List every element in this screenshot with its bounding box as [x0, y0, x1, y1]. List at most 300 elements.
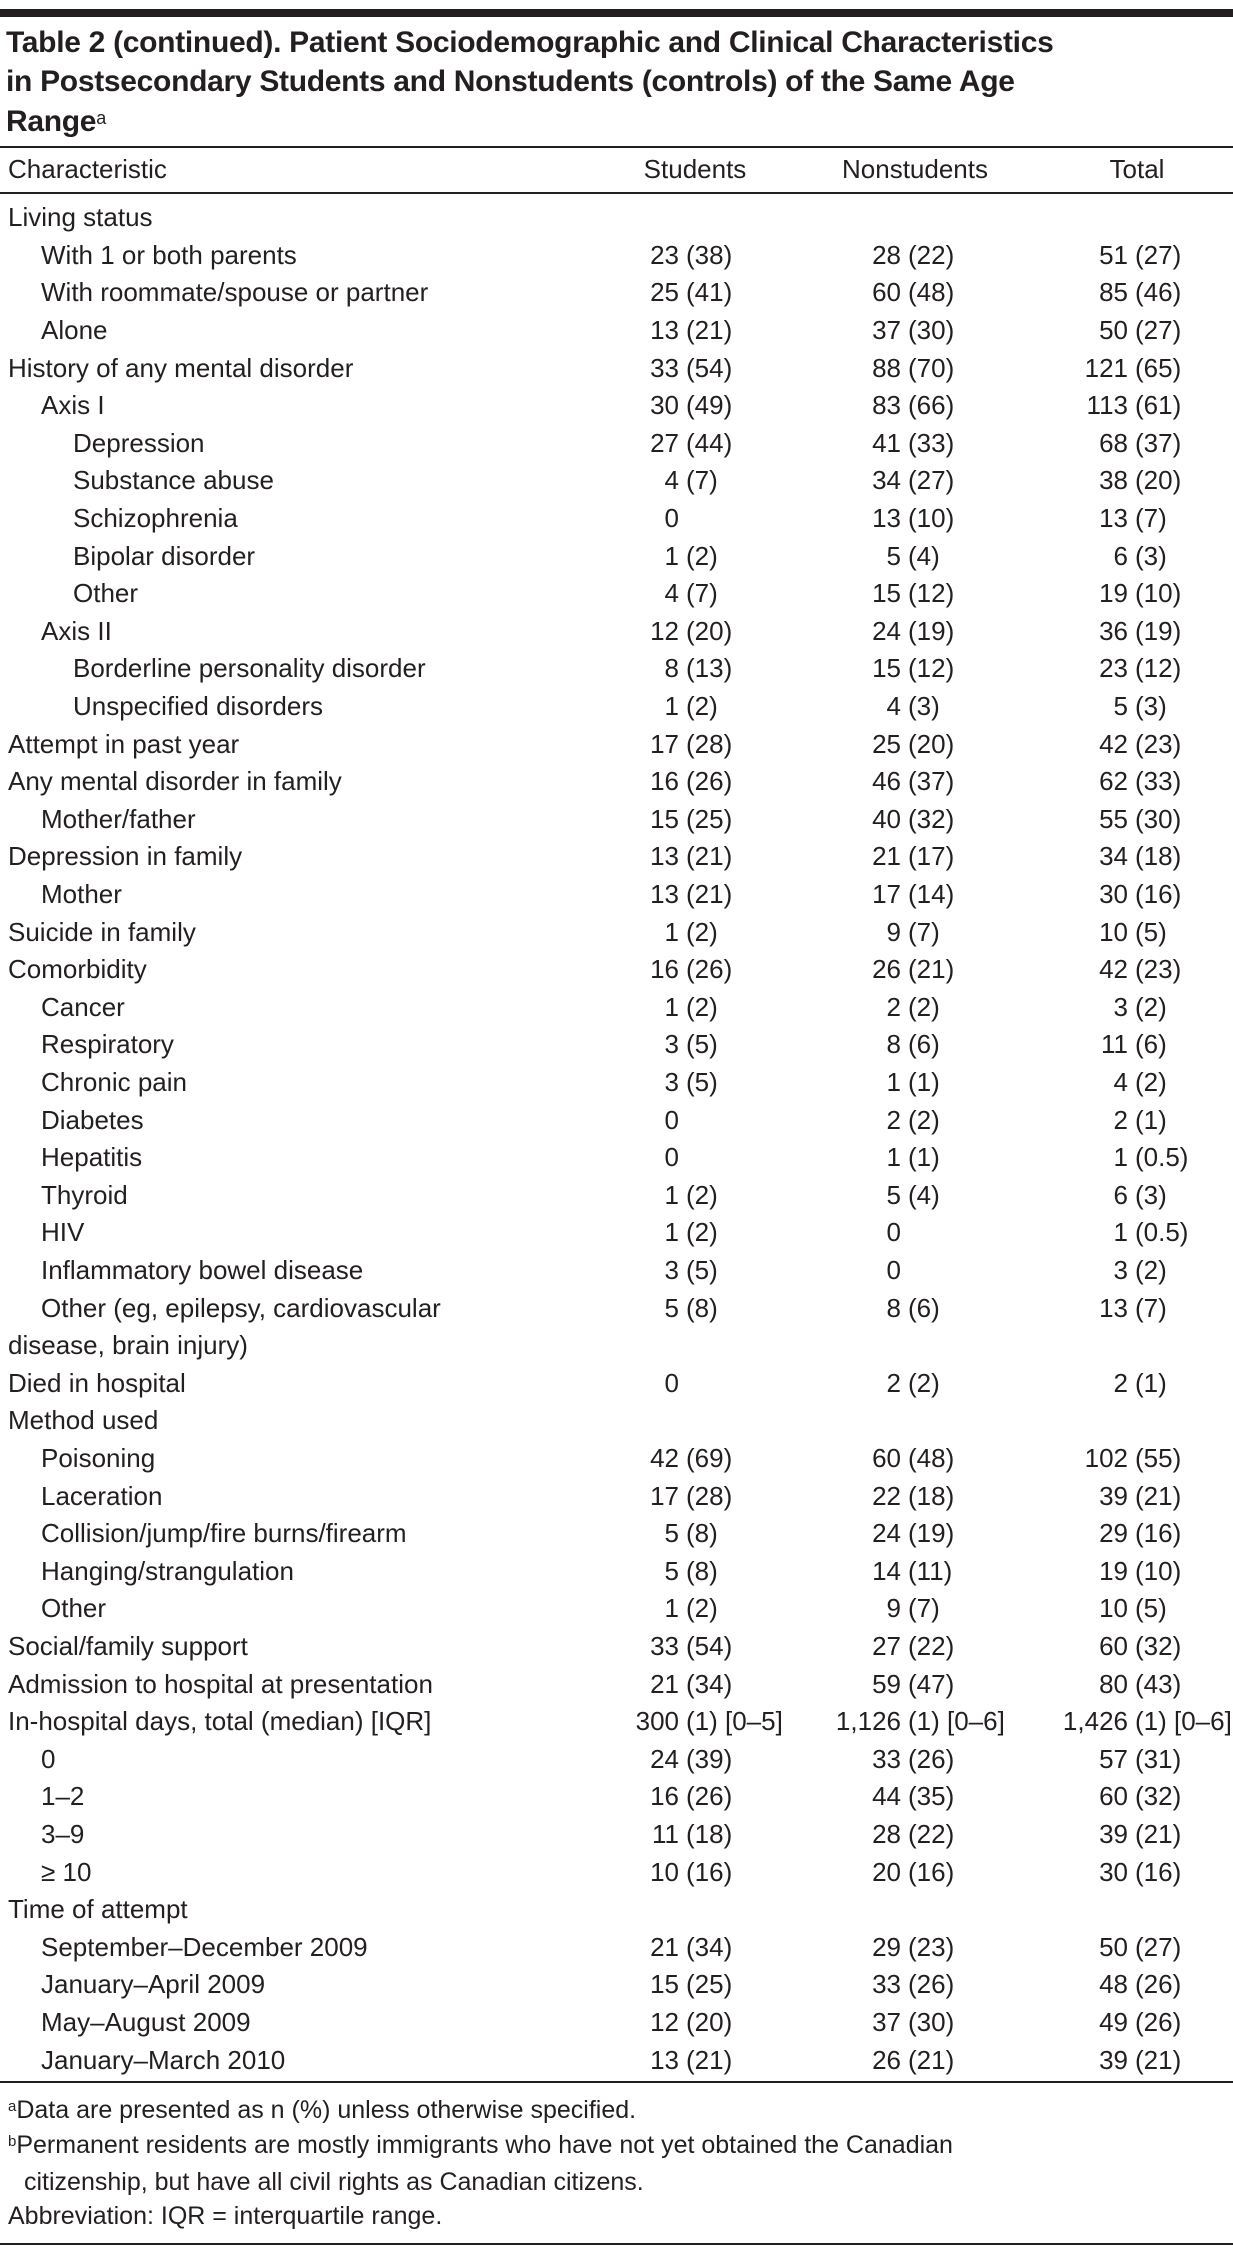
count: 4 — [1113, 1067, 1128, 1097]
percent: (19) — [908, 1518, 955, 1549]
row-label: Other — [73, 578, 139, 609]
percent: (1) — [908, 1142, 940, 1173]
table-row — [0, 1515, 1233, 1553]
row-label: Alone — [41, 315, 108, 345]
count: 85 — [1099, 277, 1128, 308]
count: 15 — [872, 653, 901, 684]
percent: (21) — [686, 315, 733, 345]
percent: (12) — [1135, 653, 1182, 684]
percent: (2) — [686, 1593, 718, 1624]
percent: (70) — [908, 352, 955, 383]
title-line-3 — [6, 102, 106, 142]
count: 2 — [886, 991, 901, 1022]
table-bottom-rule — [0, 2081, 1233, 2083]
table-row — [0, 801, 1233, 839]
percent: (2) — [686, 916, 718, 947]
table-row — [0, 1966, 1233, 2004]
count: 19 — [1099, 578, 1128, 609]
percent: (14) — [908, 879, 955, 909]
percent: (37) — [908, 766, 955, 797]
percent: (0.5) — [1135, 1142, 1189, 1173]
count: 36 — [1099, 615, 1128, 646]
table-row — [0, 1703, 1233, 1741]
percent: (26) — [1135, 2007, 1182, 2037]
percent: (33) — [908, 427, 955, 458]
table-row — [0, 1891, 1233, 1929]
table-row — [0, 763, 1233, 801]
row-label: Schizophrenia — [73, 503, 238, 533]
count: 48 — [1099, 1969, 1128, 2000]
count: 1 — [664, 1217, 679, 1248]
row-label: Axis I — [41, 390, 105, 421]
row-label: Living status — [8, 202, 153, 233]
count: 25 — [650, 277, 679, 308]
count: 22 — [872, 1480, 901, 1511]
count: 0 — [664, 503, 679, 533]
column-header-characteristic: Characteristic — [8, 154, 167, 184]
count: 37 — [872, 315, 901, 345]
count: 0 — [664, 1104, 679, 1135]
count: 27 — [872, 1631, 901, 1661]
count: 6 — [1113, 540, 1128, 571]
count: 10 — [1099, 916, 1128, 947]
count: 8 — [886, 1292, 901, 1323]
row-label: Bipolar disorder — [73, 540, 256, 571]
percent: (18) — [686, 1819, 733, 1849]
row-label: Other (eg, epilepsy, cardiovascular — [41, 1292, 441, 1323]
count: 4 — [664, 578, 679, 609]
percent: (2) — [686, 1217, 718, 1248]
percent: (10) — [1135, 578, 1182, 609]
count: 300 — [635, 1706, 679, 1737]
table-row — [0, 1102, 1233, 1140]
percent: (2) — [686, 991, 718, 1022]
count: 33 — [872, 1743, 901, 1774]
count: 16 — [650, 1781, 679, 1812]
row-label: January–March 2010 — [41, 2044, 286, 2075]
percent: (32) — [1135, 1631, 1182, 1661]
row-label: With roommate/spouse or partner — [41, 277, 429, 308]
count: 2 — [886, 1367, 901, 1398]
percent: (34) — [686, 1668, 733, 1699]
percent: (7) — [908, 1593, 940, 1624]
row-label: ≥ 10 — [41, 1856, 92, 1887]
percent: (21) — [686, 2044, 733, 2075]
count: 4 — [886, 691, 901, 721]
percent: (38) — [686, 239, 733, 270]
count: 34 — [1099, 841, 1128, 872]
row-label: 3–9 — [41, 1819, 85, 1849]
table-row — [0, 274, 1233, 312]
count: 62 — [1099, 766, 1128, 797]
count: 1 — [664, 540, 679, 571]
percent: (21) — [1135, 1480, 1182, 1511]
percent: (27) — [1135, 315, 1182, 345]
count: 83 — [872, 390, 901, 421]
row-label: Respiratory — [41, 1029, 174, 1060]
table-row — [0, 1778, 1233, 1816]
count: 5 — [886, 540, 901, 571]
table-row — [0, 1026, 1233, 1064]
count: 59 — [872, 1668, 901, 1699]
row-label: Other — [41, 1593, 107, 1624]
count: 11 — [652, 1819, 679, 1849]
count: 19 — [1099, 1555, 1128, 1586]
percent: (7) — [908, 916, 940, 947]
table-row — [0, 575, 1233, 613]
percent: (10) — [908, 503, 955, 533]
count: 33 — [650, 1631, 679, 1661]
table-row — [0, 1290, 1233, 1328]
percent: (30) — [1135, 803, 1182, 834]
row-label: Time of attempt — [8, 1894, 188, 1925]
table-row — [0, 1214, 1233, 1252]
count: 60 — [1099, 1781, 1128, 1812]
count: 21 — [650, 1668, 679, 1699]
table-row — [0, 838, 1233, 876]
count: 30 — [1099, 1856, 1128, 1887]
table-row — [0, 2004, 1233, 2042]
percent: (12) — [908, 653, 955, 684]
row-label: HIV — [41, 1217, 85, 1248]
percent: (7) — [686, 578, 718, 609]
count: 21 — [872, 841, 901, 872]
percent: (1) — [1135, 1367, 1167, 1398]
count: 34 — [872, 465, 901, 496]
percent: (5) — [1135, 916, 1167, 947]
count: 3 — [664, 1029, 679, 1060]
percent: (25) — [686, 1969, 733, 2000]
count: 57 — [1099, 1743, 1128, 1774]
row-label: May–August 2009 — [41, 2007, 251, 2037]
count: 29 — [872, 1931, 901, 1962]
count: 25 — [872, 728, 901, 759]
count: 38 — [1099, 465, 1128, 496]
table-row — [0, 1064, 1233, 1102]
percent: (21) — [1135, 1819, 1182, 1849]
count: 28 — [872, 1819, 901, 1849]
row-label: With 1 or both parents — [41, 239, 297, 270]
row-label: Axis II — [41, 615, 112, 646]
percent: (26) — [908, 1743, 955, 1774]
percent: (18) — [1135, 841, 1182, 872]
percent: (2) — [686, 691, 718, 721]
column-header-students: Students — [643, 154, 747, 184]
percent: (2) — [1135, 1067, 1167, 1097]
count: 13 — [1099, 1292, 1128, 1323]
count: 16 — [650, 766, 679, 797]
row-label: Admission to hospital at presentation — [8, 1668, 433, 1699]
row-label: Substance abuse — [73, 465, 274, 496]
percent: (18) — [908, 1480, 955, 1511]
count: 2 — [886, 1104, 901, 1135]
table-row — [0, 462, 1233, 500]
table-row — [0, 1929, 1233, 1967]
footnote-b-continuation: citizenship, but have all civil rights as Canadian citizens. — [24, 2168, 644, 2196]
percent: (22) — [908, 239, 955, 270]
percent: (21) — [686, 841, 733, 872]
count: 50 — [1099, 1931, 1128, 1962]
count: 1 — [664, 1593, 679, 1624]
percent: (21) — [908, 2044, 955, 2075]
row-label: Thyroid — [41, 1179, 128, 1210]
percent: (28) — [686, 728, 733, 759]
count: 8 — [664, 653, 679, 684]
count: 2 — [1113, 1104, 1128, 1135]
percent: (21) — [686, 879, 733, 909]
percent: (3) — [1135, 540, 1167, 571]
footnote-text: Permanent residents are mostly immigrants who have not yet obtained the Canadian — [16, 2131, 953, 2159]
count: 0 — [886, 1217, 901, 1248]
count: 51 — [1099, 239, 1128, 270]
percent: (4) — [908, 540, 940, 571]
count: 5 — [664, 1518, 679, 1549]
percent: (27) — [1135, 239, 1182, 270]
count: 1 — [664, 691, 679, 721]
percent: (2) — [1135, 991, 1167, 1022]
count: 24 — [650, 1743, 679, 1774]
percent: (65) — [1135, 352, 1182, 383]
table-row — [0, 199, 1233, 237]
percent: (8) — [686, 1555, 718, 1586]
count: 13 — [1099, 503, 1128, 533]
percent: (19) — [1135, 615, 1182, 646]
percent: (10) — [1135, 1555, 1182, 1586]
count: 30 — [1099, 879, 1128, 909]
count: 16 — [650, 954, 679, 985]
count: 1,126 — [835, 1706, 901, 1737]
count: 15 — [650, 803, 679, 834]
header-top-rule — [0, 146, 1233, 148]
title-line-2: in Postsecondary Students and Nonstudents (controls) of the Same Age — [6, 65, 1015, 98]
percent: (48) — [908, 277, 955, 308]
table-row — [0, 1177, 1233, 1215]
count: 13 — [650, 841, 679, 872]
percent: (25) — [686, 803, 733, 834]
row-label: 1–2 — [41, 1781, 85, 1812]
row-label: Method used — [8, 1405, 159, 1436]
percent: (16) — [1135, 879, 1182, 909]
percent: (28) — [686, 1480, 733, 1511]
percent: (21) — [1135, 2044, 1182, 2075]
percent: (8) — [686, 1292, 718, 1323]
table-row-continuation — [0, 1327, 1233, 1365]
count: 3 — [1113, 1255, 1128, 1285]
count: 60 — [1099, 1631, 1128, 1661]
percent: (66) — [908, 390, 955, 421]
percent: (26) — [908, 1969, 955, 2000]
count: 11 — [1101, 1029, 1128, 1060]
percent: (48) — [908, 1443, 955, 1473]
count: 42 — [650, 1443, 679, 1473]
count: 0 — [664, 1142, 679, 1173]
percent: (17) — [908, 841, 955, 872]
percent: (5) — [686, 1029, 718, 1060]
count: 121 — [1084, 352, 1128, 383]
count: 46 — [872, 766, 901, 797]
percent: (47) — [908, 1668, 955, 1699]
percent: (26) — [686, 766, 733, 797]
count: 30 — [650, 390, 679, 421]
table-row — [0, 989, 1233, 1027]
count: 40 — [872, 803, 901, 834]
footnote-b — [8, 2128, 953, 2162]
row-label: January–April 2009 — [41, 1969, 266, 2000]
percent: (61) — [1135, 390, 1182, 421]
percent: (30) — [908, 2007, 955, 2037]
row-label: Inflammatory bowel disease — [41, 1255, 364, 1285]
count: 1 — [664, 991, 679, 1022]
percent: (20) — [686, 2007, 733, 2037]
percent: (44) — [686, 427, 733, 458]
count: 17 — [650, 1480, 679, 1511]
percent: (26) — [1135, 1969, 1182, 2000]
percent: (31) — [1135, 1743, 1182, 1774]
count: 1 — [664, 916, 679, 947]
percent: (1) — [1135, 1104, 1167, 1135]
count: 15 — [872, 578, 901, 609]
row-label: Depression in family — [8, 841, 243, 872]
count: 9 — [886, 916, 901, 947]
percent: (30) — [908, 315, 955, 345]
count: 23 — [1099, 653, 1128, 684]
percent: (6) — [1135, 1029, 1167, 1060]
count: 2 — [1113, 1367, 1128, 1398]
table-row — [0, 1741, 1233, 1779]
percent: (2) — [908, 991, 940, 1022]
percent: (54) — [686, 352, 733, 383]
count: 42 — [1099, 954, 1128, 985]
count: 102 — [1084, 1443, 1128, 1473]
percent: (43) — [1135, 1668, 1182, 1699]
table-row — [0, 1816, 1233, 1854]
percent: (20) — [1135, 465, 1182, 496]
row-label: In-hospital days, total (median) [IQR] — [8, 1706, 432, 1737]
row-label: History of any mental disorder — [8, 352, 354, 383]
count: 12 — [650, 2007, 679, 2037]
count: 1 — [886, 1142, 901, 1173]
table-row — [0, 425, 1233, 463]
percent: (27) — [1135, 1931, 1182, 1962]
percent: (41) — [686, 277, 733, 308]
percent: (23) — [1135, 954, 1182, 985]
percent: (26) — [686, 1781, 733, 1812]
count: 9 — [886, 1593, 901, 1624]
count: 44 — [872, 1781, 901, 1812]
row-label: Collision/jump/fire burns/firearm — [41, 1518, 407, 1549]
percent: (8) — [686, 1518, 718, 1549]
count: 41 — [872, 427, 901, 458]
percent: (22) — [908, 1819, 955, 1849]
percent: (54) — [686, 1631, 733, 1661]
count: 8 — [886, 1029, 901, 1060]
row-label: Diabetes — [41, 1104, 144, 1135]
count: 29 — [1099, 1518, 1128, 1549]
percent: (5) — [686, 1255, 718, 1285]
percent: (55) — [1135, 1443, 1182, 1473]
count: 28 — [872, 239, 901, 270]
percent: (69) — [686, 1443, 733, 1473]
count: 33 — [650, 352, 679, 383]
row-label: Mother/father — [41, 803, 196, 834]
table-row — [0, 1628, 1233, 1666]
percent: (20) — [908, 728, 955, 759]
title-line-3-text: Range — [6, 105, 97, 138]
percent: (23) — [908, 1931, 955, 1962]
table-row — [0, 650, 1233, 688]
count: 21 — [650, 1931, 679, 1962]
count: 1 — [664, 1179, 679, 1210]
row-label: Poisoning — [41, 1443, 156, 1473]
percent: (27) — [908, 465, 955, 496]
percent: (16) — [1135, 1856, 1182, 1887]
percent: (19) — [908, 615, 955, 646]
percent: (1) [0–6] — [908, 1706, 1005, 1737]
count: 0 — [886, 1255, 901, 1285]
count: 6 — [1113, 1179, 1128, 1210]
table-row — [0, 1252, 1233, 1290]
count: 20 — [872, 1856, 901, 1887]
header-bottom-rule — [0, 192, 1233, 194]
count: 17 — [872, 879, 901, 909]
row-label: Comorbidity — [8, 954, 147, 985]
table-row — [0, 1440, 1233, 1478]
table-row — [0, 914, 1233, 952]
row-label: Mother — [41, 879, 122, 909]
percent: (32) — [908, 803, 955, 834]
count: 1 — [1113, 1142, 1128, 1173]
table-row — [0, 1553, 1233, 1591]
percent: (3) — [1135, 1179, 1167, 1210]
count: 13 — [650, 2044, 679, 2075]
percent: (21) — [908, 954, 955, 985]
row-label: Attempt in past year — [8, 728, 240, 759]
percent: (16) — [1135, 1518, 1182, 1549]
count: 3 — [664, 1255, 679, 1285]
count: 55 — [1099, 803, 1128, 834]
percent: (12) — [908, 578, 955, 609]
count: 39 — [1099, 2044, 1128, 2075]
percent: (3) — [908, 691, 940, 721]
count: 24 — [872, 1518, 901, 1549]
percent: (20) — [686, 615, 733, 646]
count: 1,426 — [1062, 1706, 1128, 1737]
row-label: Cancer — [41, 991, 125, 1022]
percent: (5) — [686, 1067, 718, 1097]
percent: (11) — [908, 1555, 953, 1586]
top-thick-rule — [0, 9, 1233, 17]
percent: (33) — [1135, 766, 1182, 797]
table-row — [0, 613, 1233, 651]
table-row — [0, 1666, 1233, 1704]
row-label: 0 — [41, 1743, 56, 1774]
row-label: Unspecified disorders — [73, 691, 324, 721]
column-header-total: Total — [1109, 154, 1165, 184]
row-label: Died in hospital — [8, 1367, 186, 1398]
count: 113 — [1086, 390, 1128, 421]
count: 13 — [650, 315, 679, 345]
title-line-1: Table 2 (continued). Patient Sociodemographic and Clinical Characteristics — [6, 26, 1054, 59]
table-row — [0, 387, 1233, 425]
footnote-a — [8, 2093, 636, 2127]
table-row — [0, 500, 1233, 538]
footnote-mark: a — [8, 2098, 17, 2115]
percent: (39) — [686, 1743, 733, 1774]
count: 5 — [1113, 691, 1128, 721]
count: 33 — [872, 1969, 901, 2000]
count: 1 — [886, 1067, 901, 1097]
percent: (2) — [1135, 1255, 1167, 1285]
